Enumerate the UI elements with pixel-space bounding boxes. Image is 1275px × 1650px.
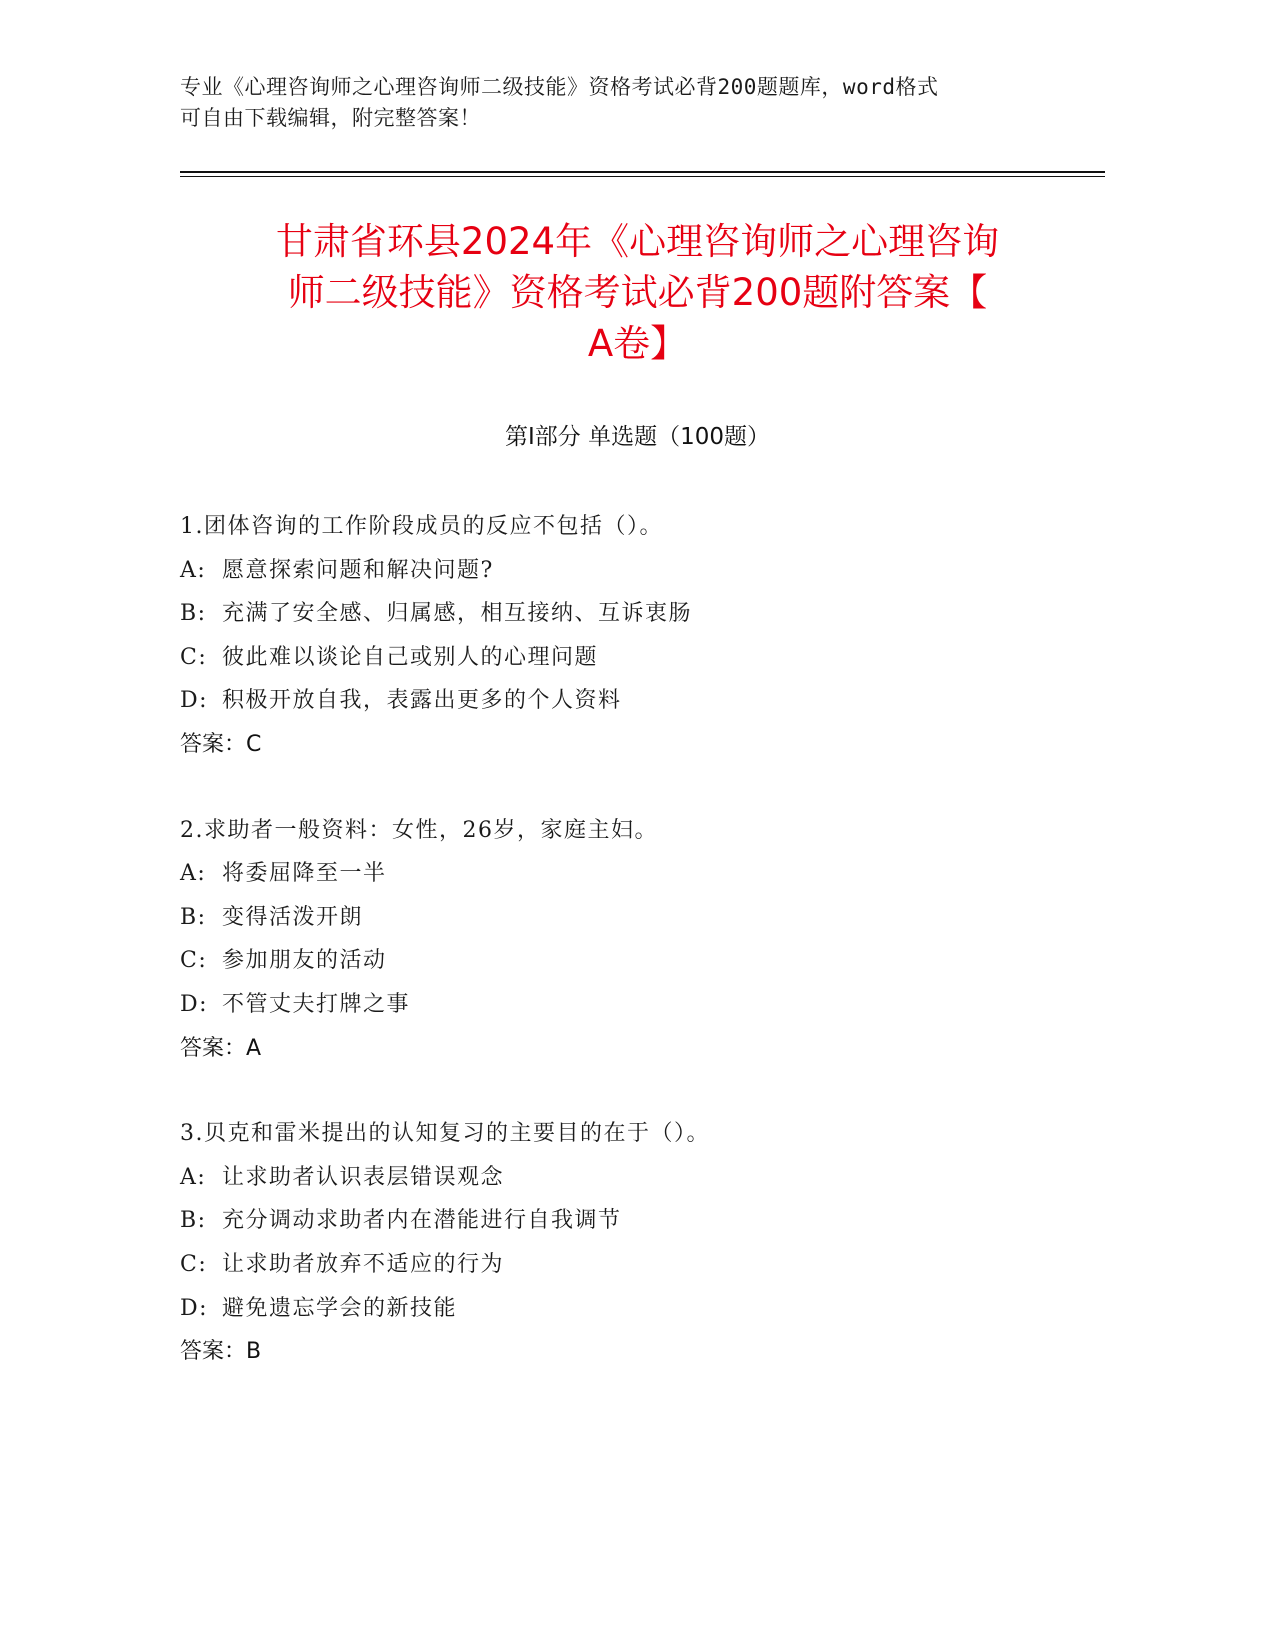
option-letter: B: (180, 601, 207, 627)
option-text: 充分调动求助者内在潜能进行自我调节 (222, 1208, 622, 1234)
section-heading: 第Ⅰ部分 单选题（100题） (505, 424, 770, 450)
option-d (180, 1287, 1110, 1331)
answer-line: 答案：B (180, 1339, 262, 1365)
document-title (160, 216, 1115, 369)
option-c (180, 939, 1110, 983)
answer-line: 答案：A (180, 1035, 262, 1061)
option-letter: D: (180, 991, 209, 1017)
option-d (180, 983, 1110, 1027)
option-letter: A: (180, 557, 207, 583)
title-line: 师二级技能》资格考试必背200题附答案【 (287, 271, 988, 314)
question-stem: 3.贝克和雷米提出的认知复习的主要目的在于（）。 (180, 1121, 710, 1147)
option-text: 让求助者认识表层错误观念 (222, 1164, 505, 1190)
option-letter: C: (180, 1251, 208, 1277)
option-letter: B: (180, 1208, 207, 1234)
option-letter: D: (180, 1295, 209, 1321)
option-text: 彼此难以谈论自己或别人的心理问题 (222, 644, 599, 670)
option-text: 愿意探索问题和解决问题? (222, 557, 494, 583)
option-c (180, 1243, 1110, 1287)
option-text: 参加朋友的活动 (222, 948, 387, 974)
option-letter: B: (180, 904, 207, 930)
option-text: 让求助者放弃不适应的行为 (222, 1251, 505, 1277)
question-stem: 1.团体咨询的工作阶段成员的反应不包括（）。 (180, 514, 663, 539)
header-divider-thin (180, 176, 1105, 177)
title-line: A卷】 (587, 322, 688, 365)
option-text: 变得活泼开朗 (222, 904, 364, 930)
option-letter: A: (180, 861, 207, 887)
option-letter: C: (180, 644, 208, 670)
option-text: 不管丈夫打牌之事 (222, 991, 411, 1017)
header-note-line: 可自由下载编辑，附完整答案！ (180, 106, 481, 130)
option-letter: C: (180, 948, 208, 974)
question-stem: 2.求助者一般资料：女性，26岁，家庭主妇。 (180, 817, 658, 843)
option-text: 积极开放自我，表露出更多的个人资料 (222, 688, 622, 714)
option-text: 避免遗忘学会的新技能 (222, 1295, 458, 1321)
option-d (180, 679, 1110, 723)
question-item (180, 809, 1110, 1071)
question-item (180, 1112, 1110, 1374)
header-note-line: 专业《心理咨询师之心理咨询师二级技能》资格考试必背200题题库，word格式 (180, 75, 939, 99)
header-divider-thick (180, 171, 1105, 173)
option-a (180, 549, 1110, 593)
option-b (180, 1199, 1110, 1243)
option-text: 充满了安全感、归属感，相互接纳、互诉衷肠 (222, 601, 693, 627)
header-note (180, 72, 1080, 134)
option-b (180, 896, 1110, 940)
answer-line: 答案：C (180, 731, 262, 757)
option-c (180, 636, 1110, 680)
title-line: 甘肃省环县2024年《心理咨询师之心理咨询 (275, 220, 1000, 263)
option-letter: A: (180, 1164, 207, 1190)
option-b (180, 592, 1110, 636)
option-a (180, 852, 1110, 896)
option-text: 将委屈降至一半 (222, 861, 387, 887)
question-item (180, 505, 1110, 767)
option-letter: D: (180, 688, 209, 714)
option-a (180, 1156, 1110, 1200)
question-list (180, 505, 1110, 1416)
